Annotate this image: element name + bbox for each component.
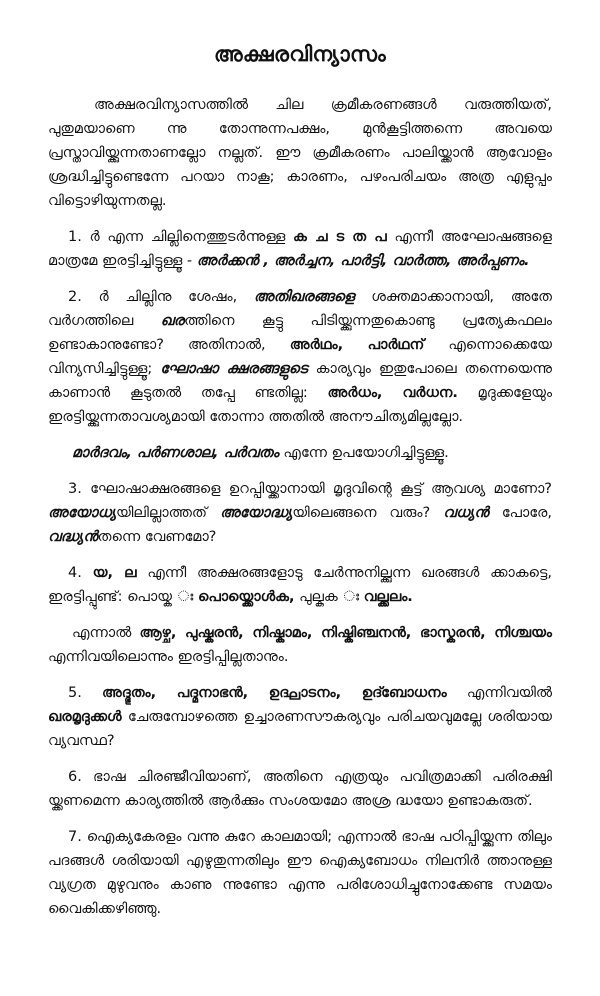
rule-3-text-e: തന്നെ വേണമോ?	[97, 529, 217, 545]
rule-1-text-a: 1. ർ എന്ന ചില്ലിനെത്തുടർന്നുള്ള	[68, 229, 286, 245]
rule-2b-text: എന്നേ ഉപയോഗിച്ചിട്ടുള്ളൂ.	[283, 445, 449, 461]
rule-3-word-3: വധ്യൻ	[443, 505, 489, 521]
rule-2-word-4: ഘോഷാ ക്ഷരങ്ങളുടെ	[160, 361, 308, 377]
rule-5-text-a: 5.	[68, 685, 82, 701]
rule-2-word-2: ഖര	[160, 313, 185, 329]
rule-4-text-b: എന്നീ അക്ഷരങ്ങളോടു ചേർന്നുനില്ക്കുന്ന ഖരങ്ങൾ ക്കാകട്ടെ, ഇരട്ടിപ്പുണ്ട്: പൊയ്ക ഃ	[48, 565, 553, 605]
rule-4-text-a: 4.	[68, 565, 82, 581]
rule-5-word-1: അദ്ഭുതം, പദ്മനാഭൻ, ഉദ്ഘാടനം, ഉദ്ബോധനം	[102, 685, 447, 701]
rule-2-text-b: ശക്തമാക്കാനായി, അതേ വർഗത്തിലെ	[48, 289, 553, 329]
rule-2-text-c: ത്തിനെ കൂട്ടു പിടിയ്ക്കുന്നതുകൊണ്ടു പ്രത്യേകഫലം ഉണ്ടാകാനുണ്ടോ? അതിനാൽ,	[48, 313, 553, 353]
rule-2-word-1: അതിഖരങ്ങളെ	[253, 289, 355, 305]
page-title: അക്ഷരവിന്യാസം	[214, 42, 386, 66]
rule-3-text-a: 3. ഘോഷാക്ഷരങ്ങളെ ഉറപ്പിയ്ക്കാനായി മൃദുവിന്റെ കൂട്ട് ആവശ്യ മാണോ?	[68, 481, 552, 497]
rule-5-text-c: ചേരുമ്പോഴത്തെ ഉച്ചാരണസൗകര്യവും പരിചയവുമല്ലേ ശരിയായ വ്യവസ്ഥ?	[48, 709, 552, 749]
rule-2b-words: മാർദവം, പർണശാല, പർവതം	[72, 445, 279, 461]
rule-paragraph-5	[48, 681, 552, 753]
rule-4-word-2: പൊയ്ക്കൊൾക,	[197, 589, 295, 605]
rule-3-text-b: യിലില്ലാത്തത്	[115, 505, 208, 521]
rule-2-text-a: 2. ർ ചില്ലിനു ശേഷം,	[68, 289, 238, 305]
rule-paragraph-4b	[48, 621, 552, 669]
rule-2-text-f: മൃദുക്കളേയും ഇരട്ടിയ്ക്കുന്നതാവശ്യമായി തോന്നാ ത്തതിൽ അനൗചിത്യമില്ലല്ലോ.	[48, 385, 553, 425]
rule-paragraph-1	[48, 225, 552, 273]
rule-2-text-e: കാര്യവും ഇതുപോലെ തന്നെയെന്നു കാണാൻ കൂടുതൽ തപ്പേ ണ്ടതില്ല:	[48, 361, 553, 401]
rule-6-text: 6. ഭാഷ ചിരഞ്ജീവിയാണ്, അതിനെ എത്രയും പവിത്രമാക്കി പരിരക്ഷി യ്ക്കണമെന്ന കാര്യത്തിൽ ആർക്കും സംശയമോ അശ്ര ദ്ധയോ ഉണ്ടാകരുത്.	[48, 769, 552, 809]
rule-3-word-2: അയോദ്ധ്യ	[220, 505, 293, 521]
rule-3-text-c: യിലെങ്ങനെ വരും?	[292, 505, 431, 521]
rule-4b-words: ആഴ്ച, പുഷ്കരൻ, നിഷ്കാമം, നിഷ്കിഞ്ചനൻ, ഭാസ്കരൻ, നിശ്ചയം	[139, 625, 552, 641]
rule-4b-text-b: എന്നിവയിലൊന്നും ഇരട്ടിപ്പില്ലതാനും.	[48, 649, 289, 665]
rule-paragraph-6	[48, 765, 552, 813]
rule-paragraph-2	[48, 285, 552, 429]
rule-4-word-3: വല്ക്കലം.	[363, 589, 413, 605]
rule-2-word-5: അർധം, വർധന.	[327, 385, 458, 401]
intro-paragraph	[48, 93, 552, 213]
rule-paragraph-7	[48, 825, 552, 921]
rule-3-word-4: വദ്ധ്യൻ	[48, 529, 98, 545]
rule-1-text-b: എന്നീ അഘോഷങ്ങളെ മാത്രമേ ഇരട്ടിച്ചിട്ടുള്ളൂ -	[48, 229, 552, 269]
document-page	[48, 42, 552, 933]
rule-4-text-c: പുല്കുക ഃ	[299, 589, 360, 605]
rule-paragraph-3	[48, 477, 552, 549]
rule-paragraph-4	[48, 561, 552, 609]
rule-4-word-1: യ, ല	[92, 565, 137, 581]
rule-paragraph-2b	[48, 441, 552, 465]
rule-7-text: 7. ഐക്യകേരളം വന്നു കുറേ കാലമായി; എന്നാൽ ഭാഷ പഠിപ്പിയ്ക്കുന്ന തിലും പദങ്ങൾ ശരിയായി എഴുതുന്നതിലും ഈ ഐക്യബോധം നിലനിർ ത്താനുള്ള വ്യഗ്രത മുഴുവനും കാണു ന്നുണ്ടോ എന്നു പരിശോധിച്ചുനോക്കേണ്ട സമയം വൈകിക്കഴിഞ്ഞു.	[48, 829, 552, 917]
rule-2-word-3: അർഥം, പാർഥന്	[289, 337, 425, 353]
rule-2-text-d: എന്നൊക്കെയേ വിന്യസിച്ചിട്ടുള്ളൂ;	[48, 337, 553, 377]
rule-4b-text-a: എന്നാൽ	[72, 625, 132, 641]
rule-1-letters: ക ച ട ത പ	[293, 229, 387, 245]
rule-5-word-2: ഖരമൃദുക്കൾ	[48, 709, 122, 725]
intro-text: അക്ഷരവിന്യാസത്തിൽ ചില ക്രമീകരണങ്ങൾ വരുത്തിയത്, പുതുമയാണെ ന്നു തോന്നുന്നപക്ഷം, മുൻകൂട്ടിത്തന്നെ അവയെ പ്രസ്താവിയ്ക്കുന്നതാണല്ലോ നല്ലത്. ഈ ക്രമീകരണം പാലിയ്ക്കാൻ ആവോളം ശ്രദ്ധിച്ചിട്ടുണ്ടെന്നേ പറയാ നാകൂ; കാരണം, പഴംപരിചയം അത്ര എളുപ്പം വിട്ടൊഴിയുന്നതല്ല.	[48, 97, 552, 209]
rule-1-examples: അർക്കൻ , അർച്ചന, പാർട്ടി, വാർത്ത, അർപ്പണം.	[196, 253, 530, 269]
rule-5-text-b: എന്നിവയിൽ	[466, 685, 553, 701]
rule-3-word-1: അയോധ്യ	[48, 505, 116, 521]
rule-3-text-d: പോരേ,	[501, 505, 552, 521]
